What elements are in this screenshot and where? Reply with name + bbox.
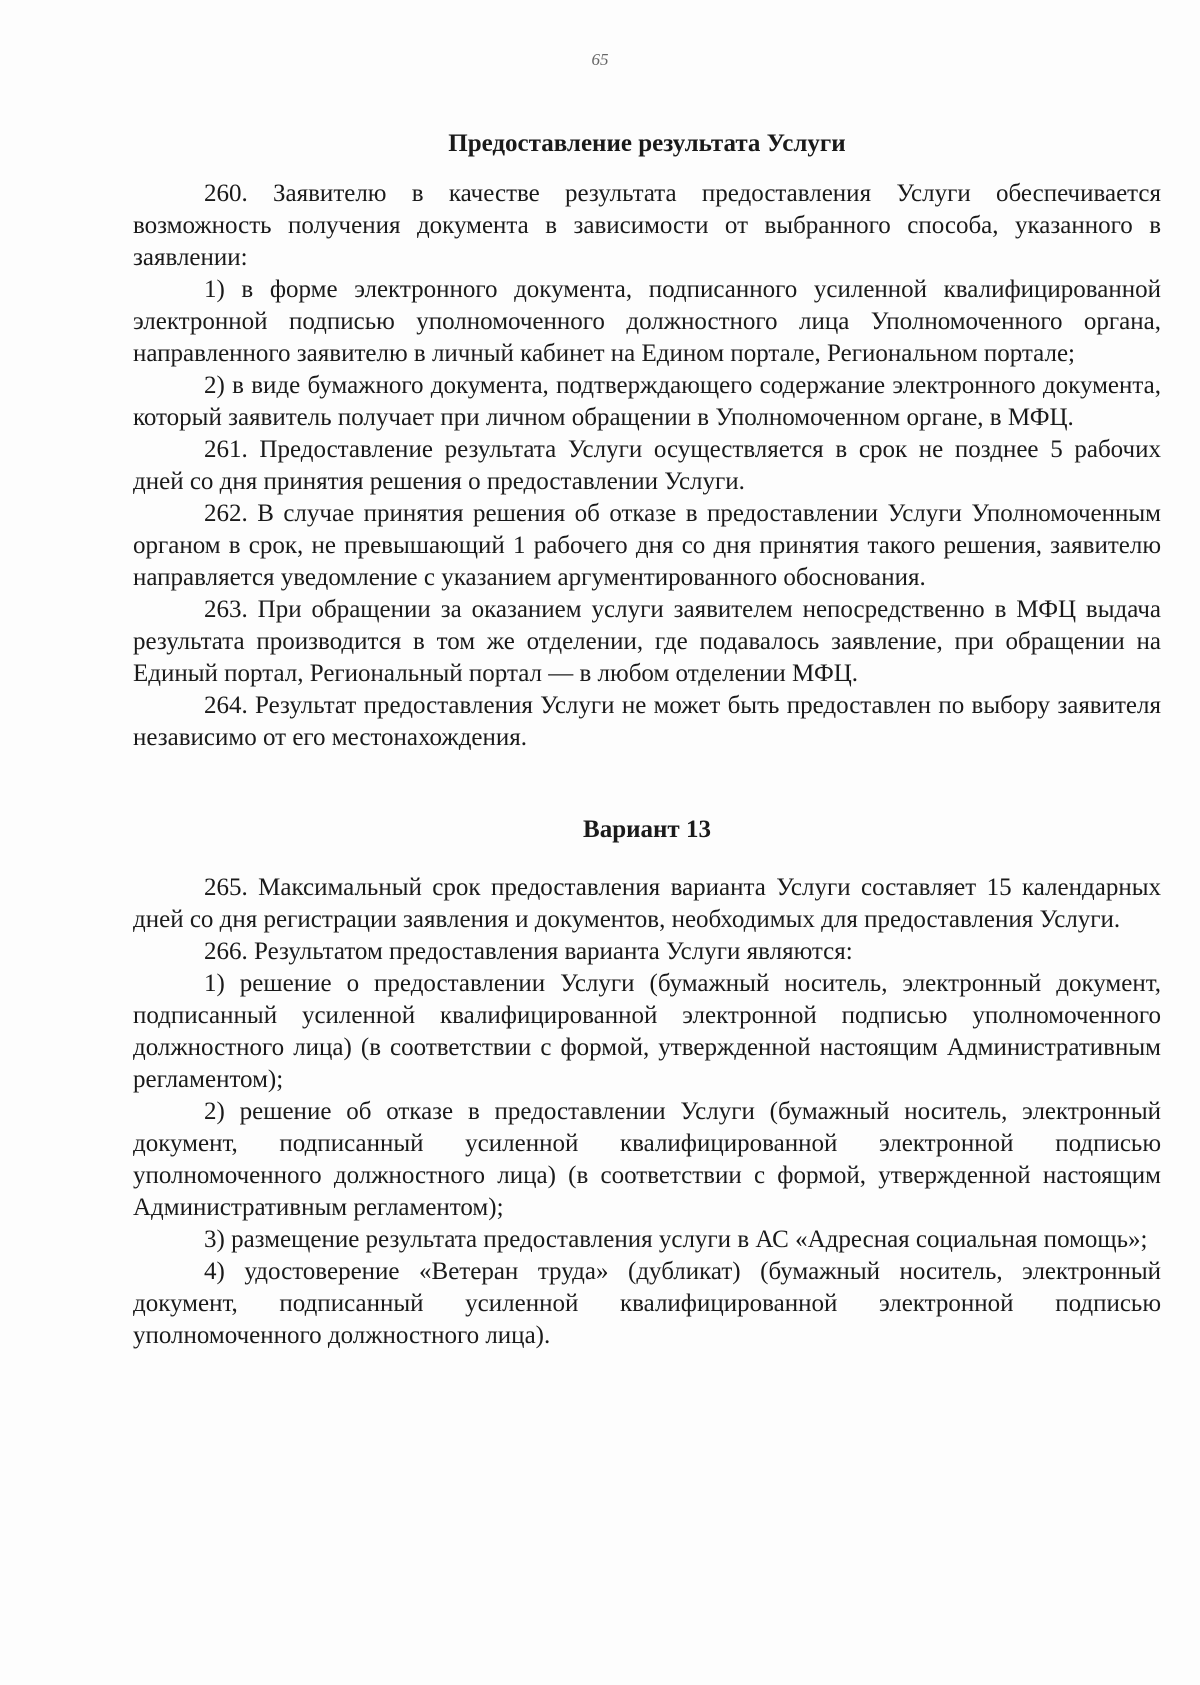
paragraph-262: 262. В случае принятия решения об отказе в предоставлении Услуги Уполномоченным органом в срок, не превышающий 1 рабочего дня со дня принятия такого решения, заявителю направляется уведомление с указанием аргументированного обоснования.: [133, 500, 1161, 591]
paragraph-265: 265. Максимальный срок предоставления варианта Услуги составляет 15 календарных дней со дня регистрации заявления и документов, необходимых для предоставления Услуги.: [133, 874, 1161, 933]
paragraph-266-item-2: 2) решение об отказе в предоставлении Услуги (бумажный носитель, электронный документ, подписанный усиленной квалифицированной электронной подписью уполномоченного должностного лица) (в соответствии с формой, утвержденной настоящим Административным регламентом);: [133, 1098, 1161, 1221]
section-heading-variant-13: Вариант 13: [583, 816, 711, 843]
paragraph-266-item-3: 3) размещение результата предоставления услуги в АС «Адресная социальная помощь»;: [204, 1226, 1148, 1253]
paragraph-263: 263. При обращении за оказанием услуги заявителем непосредственно в МФЦ выдача результата производится в том же отделении, где подавалось заявление, при обращении на Единый портал, Региональный портал — в любом отделении МФЦ.: [133, 596, 1161, 687]
page-number: 65: [591, 50, 609, 69]
paragraph-264: 264. Результат предоставления Услуги не может быть предоставлен по выбору заявителя независимо от его местонахождения.: [133, 692, 1161, 751]
document-body: [133, 128, 1161, 1352]
paragraph-266-item-1: 1) решение о предоставлении Услуги (бумажный носитель, электронный документ, подписанный усиленной квалифицированной электронной подписью уполномоченного должностного лица) (в соответствии с формой, утвержденной настоящим Административным регламентом);: [133, 970, 1161, 1093]
paragraph-261: 261. Предоставление результата Услуги осуществляется в срок не позднее 5 рабочих дней со дня принятия решения о предоставлении Услуги.: [133, 436, 1161, 495]
section-heading-result: Предоставление результата Услуги: [448, 130, 846, 157]
paragraph-266: 266. Результатом предоставления варианта Услуги являются:: [204, 938, 853, 965]
paragraph-260-item-1: 1) в форме электронного документа, подписанного усиленной квалифицированной электронной подписью уполномоченного должностного лица Уполномоченного органа, направленного заявителю в личный кабинет на Едином портале, Региональном портале;: [133, 276, 1161, 367]
paragraph-260-item-2: 2) в виде бумажного документа, подтверждающего содержание электронного документа, который заявитель получает при личном обращении в Уполномоченном органе, в МФЦ.: [133, 372, 1161, 431]
paragraph-266-item-4: 4) удостоверение «Ветеран труда» (дубликат) (бумажный носитель, электронный документ, подписанный усиленной квалифицированной электронной подписью уполномоченного должностного лица).: [133, 1258, 1161, 1349]
paragraph-260: 260. Заявителю в качестве результата предоставления Услуги обеспечивается возможность получения документа в зависимости от выбранного способа, указанного в заявлении:: [133, 180, 1161, 271]
